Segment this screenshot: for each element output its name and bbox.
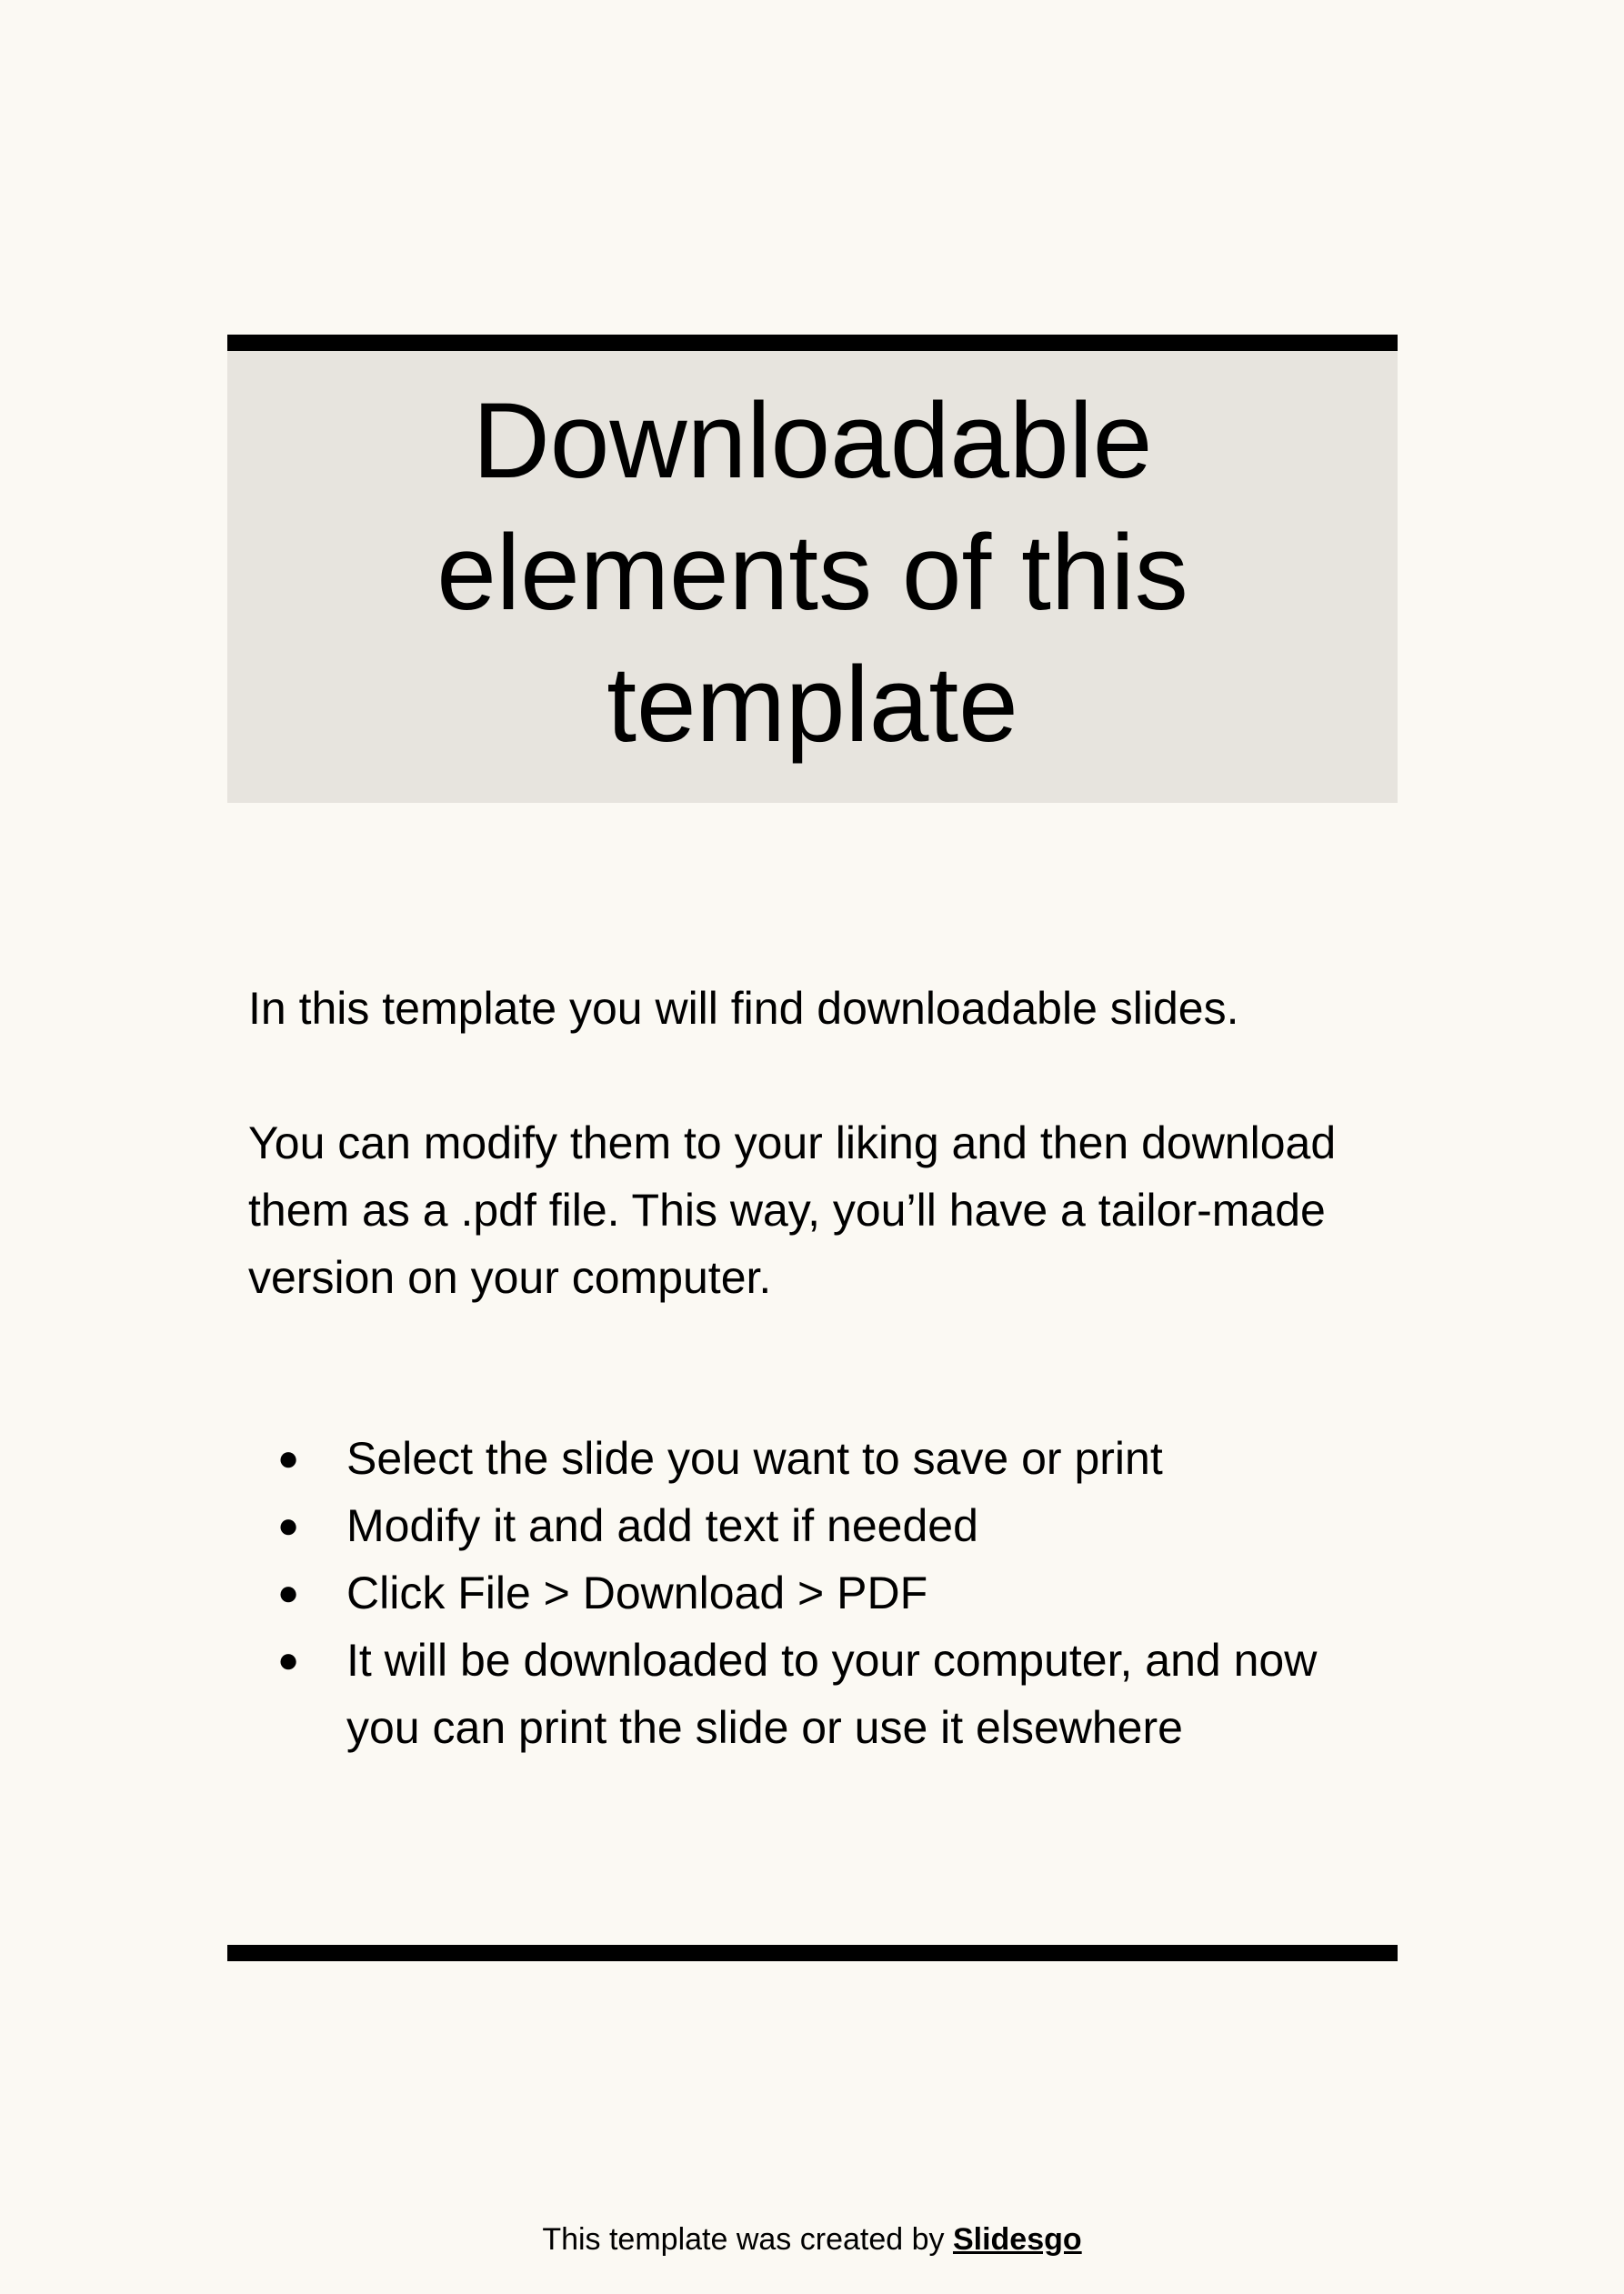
bullet-icon: ● xyxy=(277,1640,300,1680)
bullet-icon: ● xyxy=(277,1438,300,1478)
list-item xyxy=(248,1559,1394,1627)
intro-text: In this template you will find downloadable slides. xyxy=(248,983,1239,1034)
footer-credit xyxy=(0,2218,1624,2261)
footer-text: This template was created by xyxy=(542,2222,953,2257)
top-divider xyxy=(227,335,1398,351)
list-item xyxy=(248,1425,1394,1492)
list-item xyxy=(248,1627,1394,1761)
step-text: Click File > Download > PDF xyxy=(346,1568,928,1618)
title-panel xyxy=(227,351,1398,803)
bullet-icon: ● xyxy=(277,1506,300,1546)
bullet-icon: ● xyxy=(277,1573,300,1613)
page-title: Downloadable elements of this template xyxy=(436,381,1188,765)
list-item xyxy=(248,1492,1394,1559)
step-text: It will be downloaded to your computer, and now you can print the slide or use it elsewhere xyxy=(346,1635,1318,1753)
step-text: Select the slide you want to save or print xyxy=(346,1433,1163,1484)
description-paragraph: You can modify them to your liking and then download them as a .pdf file. This way, you’ll have a tailor-made version on your computer. xyxy=(248,1117,1337,1303)
bottom-divider xyxy=(227,1945,1398,1961)
steps-list xyxy=(248,1425,1394,1761)
slidesgo-link[interactable]: Slidesgo xyxy=(952,2222,1082,2257)
step-text: Modify it and add text if needed xyxy=(346,1500,978,1551)
